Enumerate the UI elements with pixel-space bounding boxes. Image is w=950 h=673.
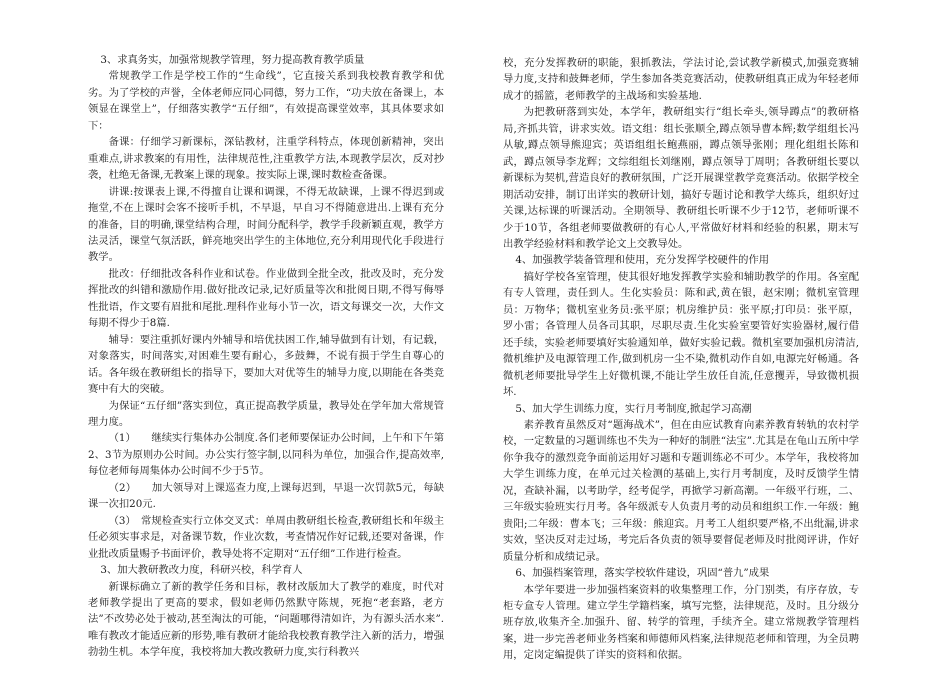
paragraph: 辅导：要注重抓好课内外辅导和培优扶困工作,辅导做到有计划，有记载，对象落实，时间落实,对困难生要有耐心，多鼓舞，不说有损于学生自尊心的话。各年级在教研组长的指导下，要加大对优等生的辅导力度,以期能在各类竞赛中有大的突破。 <box>88 333 444 396</box>
paragraph: 新课标确立了新的教学任务和目标，教材改版加大了教学的难度，时代对老师教学提出了更高的要求，假如老师仍然默守陈规，死抱“老套路，老方法”不改势必处于被动,甚至淘汰的可能，“问题哪得清如许，为有源头活水来”.唯有教改才能适应新的形势,唯有教研才能给我校教育教学注入新的活力，增强勃勃生机。本学年度，我校将加大教改教研力度,实行科教兴 <box>88 580 444 659</box>
paragraph: 搞好学校各室管理，使其很好地发挥教学实验和辅助教学的作用。各室配有专人管理，责任到人。生化实验员：陈和武,黄在银，赵宋刚；微机室管理员：万物华；微机室业务员:张平原；机房维护员：张平原;打印员：张平原，罗小雷；各管理人员各司其职，尽职尽责.生化实验室要管好实验器材,履行借还手续，实验老师要填好实验通知单，做好实验记载。微机室要加强机房清洁,微机维护及电源管理工作,做到机房一尘不染,微机动作自如,电源完好畅通。各微机老师要批导学生上好微机课,不能让学生放任自流,任意攫弄，导致微机损坏. <box>503 270 859 399</box>
paragraph: （1） 继续实行集体办公制度.各们老师要保证办公时间，上午和下午第2、3节为原则办公时间。办公实行签字制,以同科为单位，加强合作,提高效率,每位老师每周集体办公时间不少于5节。 <box>88 432 444 478</box>
section-heading: 6、加强档案管理，落实学校软件建设，巩固“普九”成果 <box>515 567 770 580</box>
section-heading: 5、加大学生训练力度，实行月考制度,掀起学习高潮 <box>515 402 752 415</box>
paragraph: 批改：仔细批改各科作业和试卷。作业做到全批全改，批改及时，充分发挥批改的纠错和激励作用.做好批改记录,记好质量等次和批阅日期,不得写侮辱性批语，作文要有眉批和尾批.理科作业每小节一次，语文每课交一次，大作文每期不得少于8篇. <box>88 267 444 330</box>
paragraph: 为保证“五仔细”落实到位，真正提高教学质量，教导处在学年加大常规管理力度。 <box>88 399 444 428</box>
right-column <box>503 55 859 664</box>
paragraph: （2） 加大领导对上课巡查力度,上课每迟到，早退一次罚款5元，每缺课一次扣20元. <box>88 481 444 511</box>
section-heading: 3、求真务实，加强常规教学管理，努力提高教育教学质量 <box>100 54 365 66</box>
section-heading: 4、加强教学装备管理和使用，充分发挥学校硬件的作用 <box>515 254 770 267</box>
paragraph: 常规教学工作是学校工作的“生命线”，它直接关系到我校教育教学和优劣。为了学校的声誉，全体老师应同心同德，努力工作，“功夫放在备课上，本领显在课堂上”，仔细落实教学“五仔细”，有效提高课堂效率，其具体要求如下： <box>88 70 444 132</box>
section-heading: 3、加大教研教改力度，科研兴校，科学育人 <box>100 564 303 577</box>
paragraph: 讲课:按课表上课,不得擅自让课和调课，不得无故缺课，上课不得迟到或拖堂,不在上课时会客不接听手机，不早退，早自习不得随意进出.上课有充分的准备，目的明确,课堂结构合理，时间分配科学，教学手段新颖直观，教学方法灵活，课堂气氛活跃，鲜亮地突出学生的主体地位,充分利用现代化手段进行教学。 <box>88 185 444 264</box>
paragraph: 备课：仔细学习新课标，深钻教材，注重学科特点，体现创新精神，突出重难点,讲求教案的有用性，法律规范性,注重教学方法,本现教学层次，反对抄袭，杜绝无备课,无教案上课的现象。按实际上课,课时数检查备课。 <box>88 136 444 182</box>
left-column <box>88 52 444 661</box>
paragraph: 为把教研落到实处，本学年，教研组实行“组长牵头,领导蹲点”的教研格局,齐抓共管，讲求实效。语文组：组长张顺全,蹲点领导曹本辉;数学组组长冯从敏,蹲点领导熊迎宾；英语组组长鲍燕丽，蹲点领导张刚；理化组组长陈和武，蹲点领导李龙辉；文综组组长刘继刚，蹲点领导丁周明；各教研组长要以新课标为契机,营造良好的教研氛围，广泛开展课堂教学竞赛活动。依据学校全期活动安排，制订出详实的教研计划，搞好专题讨论和教学大练兵，组织好过关课,达标课的听课活动。全期领导、教研组长听课不少于12节，老师听课不少于10节，各组老师要做教研的有心人,平常做好材料和经验的积累，期末写出教学经验材料和教学论文上交教导处。 <box>503 106 859 250</box>
paragraph-continued: 校，充分发挥教研的职能，狠抓教法，学法讨论,尝试教学新模式,加强竞赛辅导力度,支持和鼓舞老师，学生参加各类竞赛活动，使教研组真正成为年轻老师成才的摇篮，老师教学的主战场和实验基地. <box>503 57 859 102</box>
paragraph: 素养教育虽然反对“题海战术”，但在由应试教育向素养教育转轨的农村学校，一定数量的习题训练也不失为一种好的制胜“法宝”.尤其是在龟山五所中学你争我夺的激烈竞争面前运用好习题和专题训练必不可少。本学年，我校将加大学生训练力度，在单元过关检测的基础上,实行月考制度，及时反馈学生情况，查缺补漏，以考助学，经考促学，再掀学习新高潮。一年级平行班，二、三年级实验班实行月考。各年级派专人负责月考的动员和组织工作.一年级：鲍贵阳;二年级：曹本飞；三年级：熊迎宾。月考工人组织要严格,不出纰漏,讲求实效，坚决反对走过场，考完后各负责的领导要督促老师及时批阅评讲，作好质量分析和成绩记录。 <box>503 418 859 563</box>
paragraph: 本学年要进一步加强档案资料的收集整理工作，分门别类，有序存放，专柜专盒专人管理。建立学生学籍档案，填写完整，法律规范，及时。且分级分班存放,收集齐全.加强升、留、转学的管理，手续齐全。建立常规教学管理档案，进一步完善老师业务档案和师德师风档案,法律规范老师和管理，为全员聘用，定岗定编提供了详实的资料和依据。 <box>503 583 859 662</box>
paragraph: （3） 常规检查实行立体交叉式：单周由教研组长检查,教研组长和年级主任必须实事求是，对备课节数，作业次数，考查情况作好记载,还要对备课，作业批改质量赐予书面评价，教导处将不定期对“五仔细”工作进行检查。 <box>88 514 444 560</box>
